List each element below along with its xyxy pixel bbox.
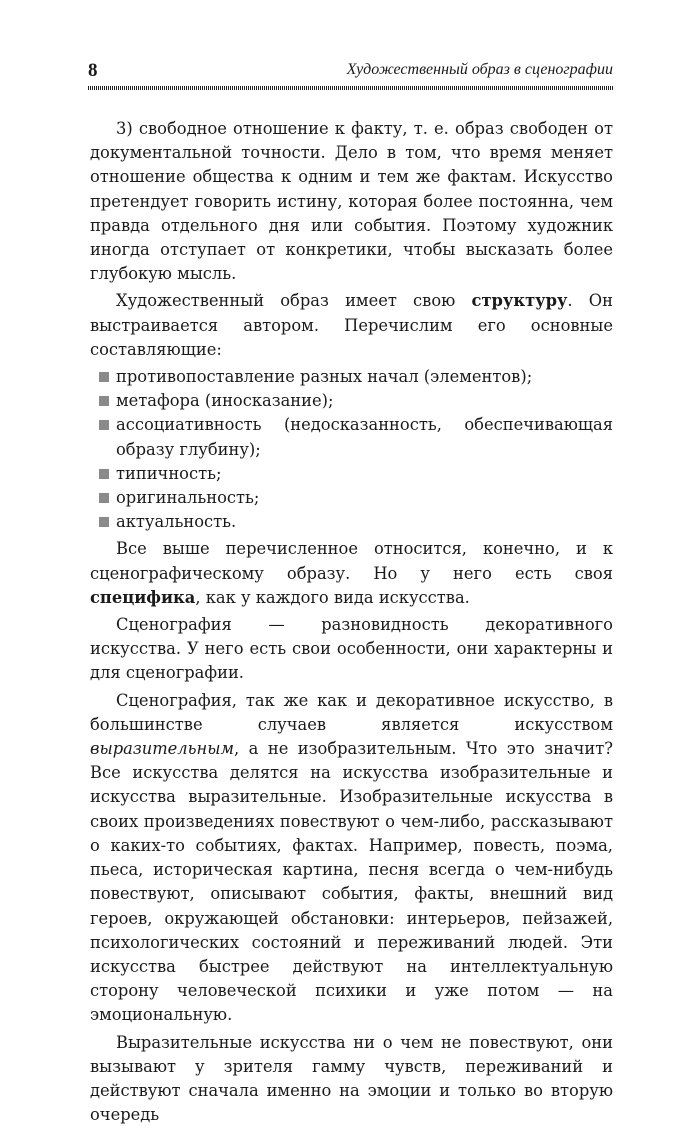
list-item: [90, 510, 613, 534]
body-text: [90, 117, 613, 1130]
square-bullet-icon: [99, 517, 109, 527]
paragraph-2-text-a: Художественный образ имеет свою: [116, 291, 472, 311]
paragraph-2-text-b: . Он выстраивается автором. Перечислим его основные составляющие:: [90, 291, 613, 359]
list-item-text: оригинальность;: [116, 488, 260, 508]
paragraph-2: [90, 289, 613, 362]
paragraph-4: Сценография — разновидность декоративного искусства. У него есть свои особенности, они характерны и для сценографии.: [90, 615, 613, 683]
paragraph-5: [90, 689, 613, 1028]
square-bullet-icon: [99, 372, 109, 382]
list-item: [90, 462, 613, 486]
paragraph-3-text-b: , как у каждого вида искусства.: [195, 587, 470, 607]
list-item: [90, 486, 613, 510]
square-bullet-icon: [99, 420, 109, 430]
square-bullet-icon: [99, 469, 109, 479]
list-item: [90, 413, 613, 461]
term-expressive: выразительным: [90, 739, 235, 759]
page-number: 8: [88, 60, 98, 81]
components-list: [90, 365, 613, 534]
header-rule: [88, 86, 613, 90]
list-item: [90, 365, 613, 389]
paragraph-5-text-a: Сценография, так же как и декоративное искусство, в большинстве случаев является искусством: [90, 690, 613, 734]
running-title: Художественный образ в сценографии: [346, 61, 613, 78]
paragraph-5-text-b: , а не изобразительным. Что это значит? Все искусства делятся на искусства изобразительные и искусства выразительные. Изобразительные искусства в своих произведениях повествуют о чем-либо, рассказывают о каких-то событиях, фактах. Например, повесть, поэма, пьеса, историческая картина, песня всегда о чем-нибудь повествуют, описывают события, факты, внешний вид героев, окружающей обстановки: интерьеров, пейзажей, психологических состояний и переживаний людей. Эти искусства быстрее действуют на интеллектуальную сторону человеческой психики и уже потом — на эмоциональную.: [90, 739, 613, 1025]
paragraph-6: Выразительные искусства ни о чем не повествуют, они вызывают у зрителя гамму чувств, переживаний и действуют сначала именно на эмоции и только во вторую очередь: [90, 1032, 613, 1125]
list-item-text: метафора (иносказание);: [116, 391, 334, 411]
list-item-text: актуальность.: [116, 512, 237, 532]
paragraph-3: [90, 537, 613, 610]
list-item-text: типичность;: [116, 463, 222, 483]
square-bullet-icon: [99, 396, 109, 406]
list-item: [90, 389, 613, 413]
paragraph-1: 3) свободное отношение к факту, т. е. образ свободен от документальной точности. Дело в том, что время меняет отношение общества к одним и тем же фактам. Искусство претендует говорить истину, которая более постоянна, чем правда отдельного дня или события. Поэтому художник иногда отступает от конкретики, чтобы высказать более глубокую мысль.: [90, 119, 613, 284]
paragraph-3-text-a: Все выше перечисленное относится, конечно, и к сценографическому образу. Но у него есть своя: [90, 539, 613, 583]
list-item-text: противопоставление разных начал (элементов);: [116, 367, 533, 387]
list-item-text: ассоциативность (недосказанность, обеспечивающая образу глубину);: [116, 415, 613, 459]
page-header: [88, 60, 613, 82]
term-structure: структуру: [471, 291, 568, 311]
term-specifics: специфика: [90, 587, 196, 607]
square-bullet-icon: [99, 493, 109, 503]
